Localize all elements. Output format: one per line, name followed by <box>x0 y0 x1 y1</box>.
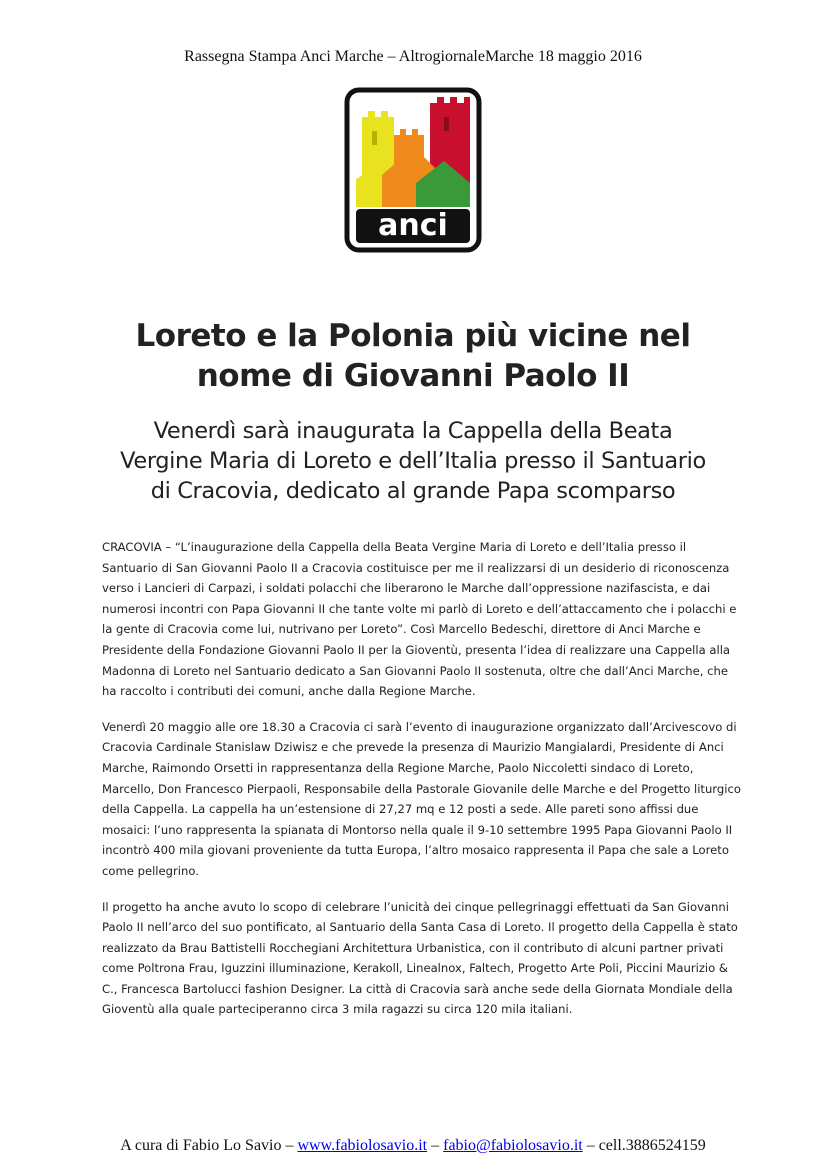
footer-website-link[interactable]: www.fabiolosavio.it <box>297 1137 428 1154</box>
article-paragraph: Il progetto ha anche avuto lo scopo di celebrare l’unicità dei cinque pellegrinaggi effettuati da San Giovanni Paolo II nell’arco del suo pontificato, al Santuario della Santa Casa di Loreto. Il progetto della Cappella è stato realizzato da Brau Battistelli Rocchegiani Architettura Urbanistica, con il contributo di alcuni partner privati come Poltrona Frau, Iguzzini illuminazione, Kerakoll, Linealnox, Faltech, Progetto Arte Poli, Piccini Maurizio & C., Francesca Bartolucci fashion Designer. La città di Cracovia sarà anche sede della Giornata Mondiale della Gioventù alla quale parteciperanno circa 3 mila ragazzi su circa 120 mila italiani. <box>102 899 738 1017</box>
anci-logo-text: anci <box>378 208 448 243</box>
page-footer <box>0 1137 826 1155</box>
article-title <box>60 316 766 396</box>
footer-author: A cura di Fabio Lo Savio – <box>120 1137 298 1154</box>
anci-logo-graphic <box>344 87 482 253</box>
footer-separator: – <box>427 1137 444 1154</box>
article-subtitle <box>60 416 766 506</box>
anci-logo <box>344 87 482 253</box>
title-line: nome di Giovanni Paolo II <box>196 358 630 394</box>
subtitle-line: di Cracovia, dedicato al grande Papa scomparso <box>150 478 676 504</box>
footer-phone: – cell.3886524159 <box>582 1137 706 1154</box>
subtitle-line: Venerdì sarà inaugurata la Cappella della Beata <box>153 418 673 444</box>
article-paragraph: Venerdì 20 maggio alle ore 18.30 a Cracovia ci sarà l’evento di inaugurazione organizzato dall’Arcivescovo di Cracovia Cardinale Stanislaw Dziwisz e che prevede la presenza di Maurizio Mangialardi, Presidente di Anci Marche, Raimondo Orsetti in rappresentanza della Regione Marche, Paolo Niccoletti sindaco di Loreto, Marcello, Don Francesco Pierpaoli, Responsabile della Pastorale Giovanile delle Marche e del Progetto liturgico della Cappella. La cappella ha un’estensione di 27,27 mq e 12 posti a sede. Alle pareti sono affissi due mosaici: l’uno rappresenta la spianata di Montorso nella quale il 9-10 settembre 1995 Papa Giovanni Paolo II incontrò 400 mila giovani proveniente da tutta Europa, l’altro mosaico rappresenta il Papa che sale a Loreto come pellegrino. <box>102 719 741 878</box>
subtitle-line: Vergine Maria di Loreto e dell’Italia presso il Santuario <box>120 448 706 474</box>
article-paragraph: CRACOVIA – “L’inaugurazione della Cappella della Beata Vergine Maria di Loreto e dell’Italia presso il Santuario di San Giovanni Paolo II a Cracovia costituisce per me il realizzarsi di un desiderio di riconoscenza verso i Lancieri di Carpazi, i soldati polacchi che liberarono le Marche dall’oppressione nazifascista, e dai numerosi incontri con Papa Giovanni II che tante volte mi parlò di Loreto e dell’attaccamento che i polacchi e la gente di Cracovia come lui, nutrivano per Loreto”. Così Marcello Bedeschi, direttore di Anci Marche e Presidente della Fondazione Giovanni Paolo II per la Gioventù, presenta l’idea di realizzare una Cappella alla Madonna di Loreto nel Santuario dedicato a San Giovanni Paolo II sostenuta, oltre che dall’Anci Marche, che ha raccolto i contributi dei comuni, anche dalla Regione Marche. <box>102 540 737 699</box>
title-line: Loreto e la Polonia più vicine nel <box>135 318 691 354</box>
article-body <box>102 537 742 1035</box>
footer-email-link[interactable]: fabio@fabiolosavio.it <box>443 1137 583 1154</box>
press-review-header: Rassegna Stampa Anci Marche – AltrogiornaleMarche 18 maggio 2016 <box>184 48 642 65</box>
